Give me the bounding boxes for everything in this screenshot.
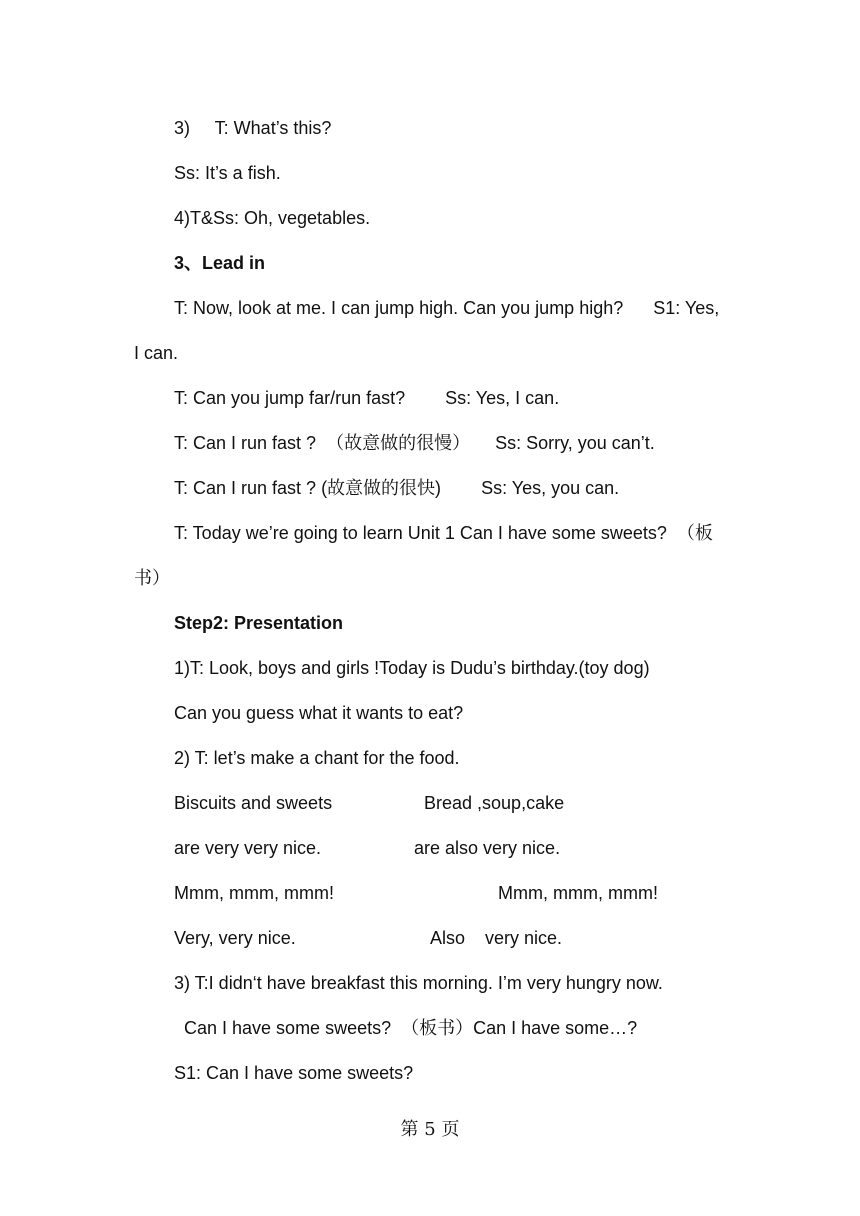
text-line-24: 3) T:I didn‘t have breakfast this morning. I’m very hungry now. xyxy=(174,973,663,993)
page-number-footer: 第 5 页 xyxy=(400,1119,460,1140)
text-line-14: Can you guess what it wants to eat? xyxy=(174,703,464,723)
text-line-6: I can. xyxy=(134,343,179,363)
text-line-1: 3) T: What’s this? xyxy=(174,118,332,138)
text-line-2: Ss: It’s a fish. xyxy=(174,163,281,183)
chant-left-2: are very very nice. xyxy=(174,838,322,858)
text-line-7: T: Can you jump far/run fast? Ss: Yes, I can. xyxy=(174,388,560,408)
text-line-25: Can I have some sweets? （板书）Can I have some…? xyxy=(184,1018,638,1038)
text-line-9: T: Can I run fast ? (故意做的很快) Ss: Yes, you can. xyxy=(174,478,620,498)
section-heading-presentation: Step2: Presentation xyxy=(174,613,344,633)
text-line-5: T: Now, look at me. I can jump high. Can you jump high? S1: Yes, xyxy=(174,298,720,318)
text-line-15: 2) T: let’s make a chant for the food. xyxy=(174,748,460,768)
chant-left-3: Mmm, mmm, mmm! xyxy=(174,883,334,903)
chant-right-4: Also very nice. xyxy=(430,928,563,948)
text-line-8: T: Can I run fast ? （故意做的很慢） Ss: Sorry, you can’t. xyxy=(174,433,655,453)
chant-right-1: Bread ,soup,cake xyxy=(424,793,565,813)
text-line-13: 1)T: Look, boys and girls !Today is Dudu’s birthday.(toy dog) xyxy=(174,658,650,678)
text-line-10: T: Today we’re going to learn Unit 1 Can I have some sweets? （板 xyxy=(174,523,713,543)
text-line-26: S1: Can I have some sweets? xyxy=(174,1063,414,1083)
chant-right-3: Mmm, mmm, mmm! xyxy=(498,883,658,903)
text-line-3: 4)T&Ss: Oh, vegetables. xyxy=(174,208,371,228)
text-line-11: 书） xyxy=(134,568,170,588)
chant-left-4: Very, very nice. xyxy=(174,928,296,948)
section-heading-lead-in: 3、Lead in xyxy=(174,253,266,273)
chant-left-1: Biscuits and sweets xyxy=(174,793,333,813)
chant-right-2: are also very nice. xyxy=(414,838,561,858)
